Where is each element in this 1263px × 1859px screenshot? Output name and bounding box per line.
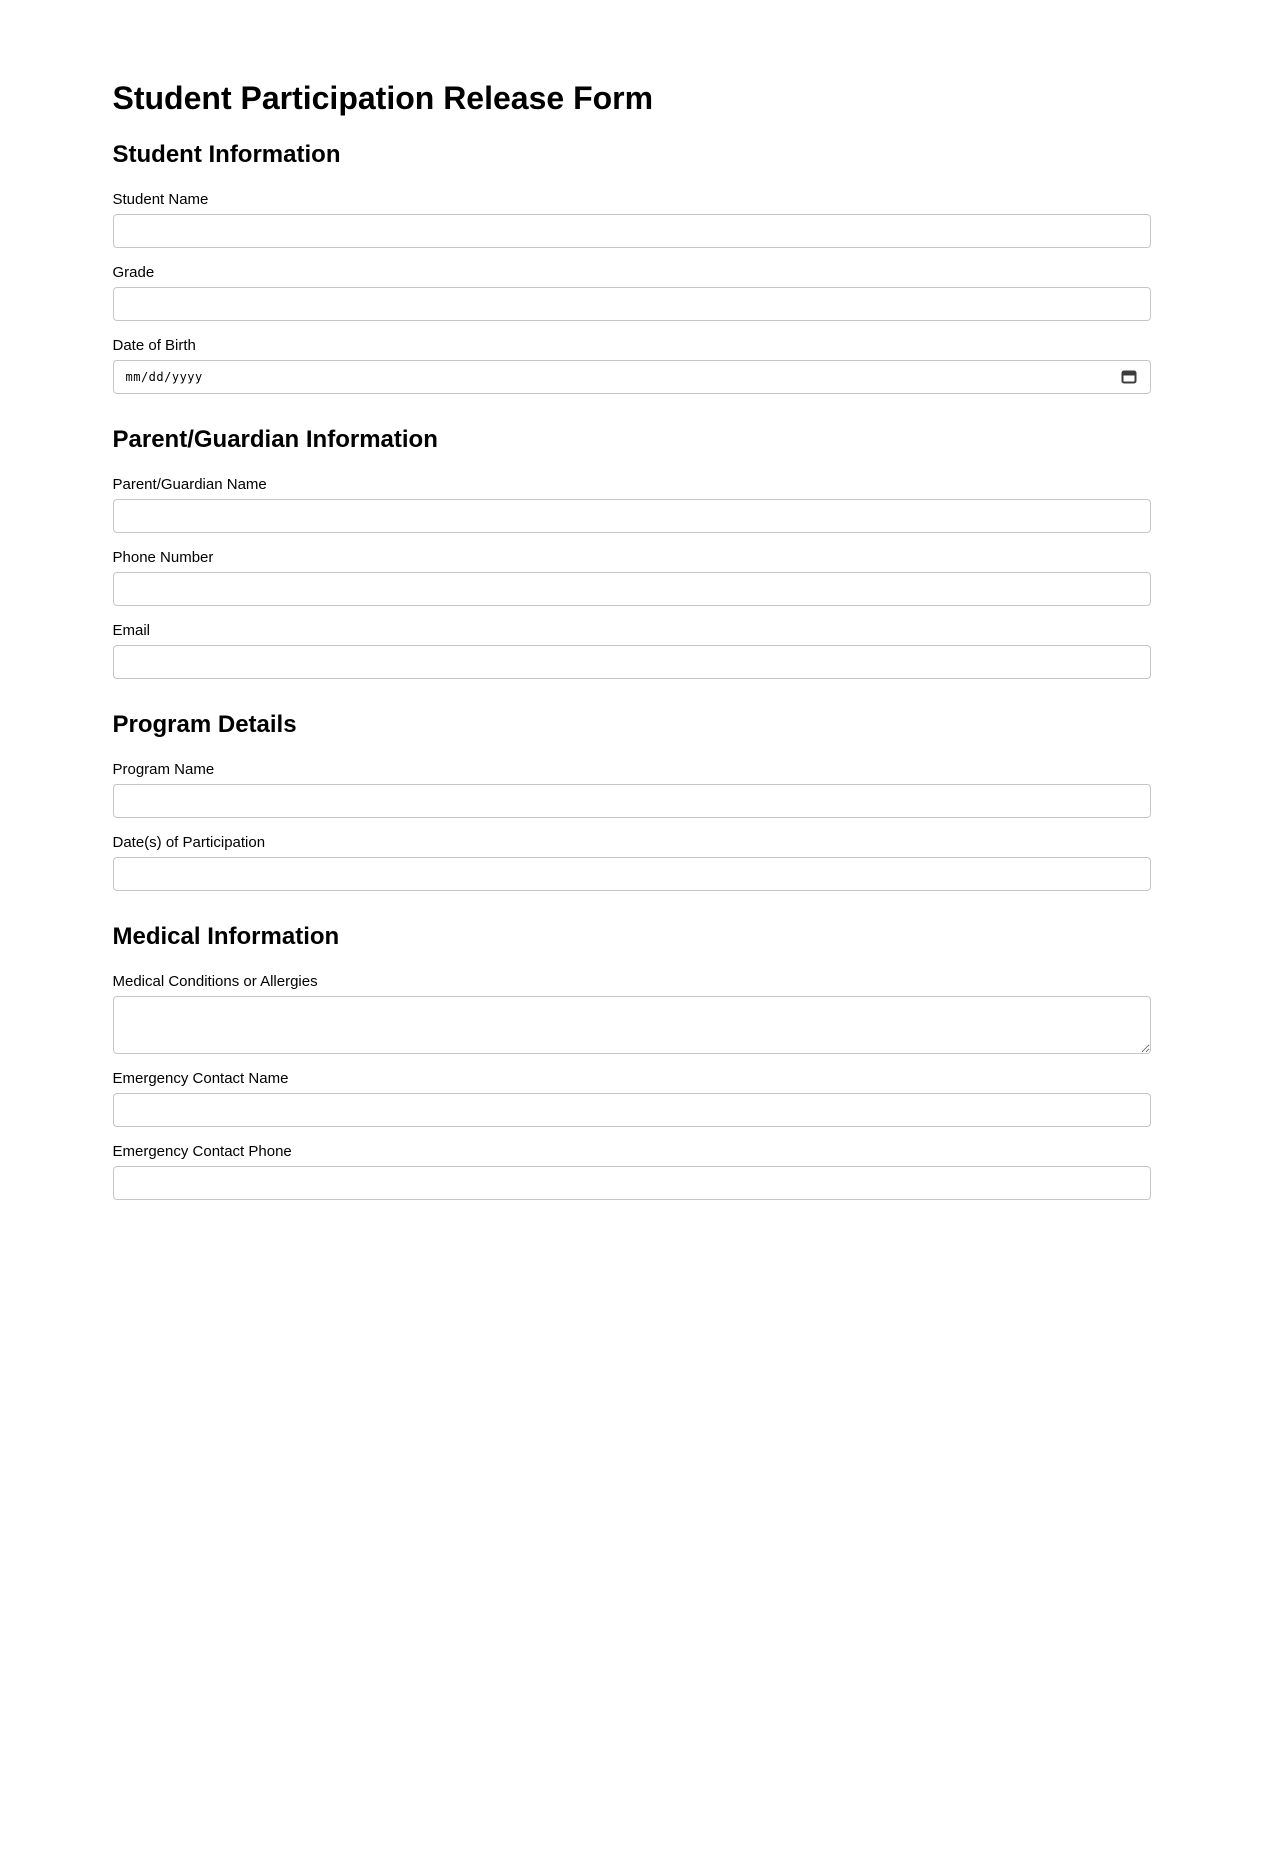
email-input[interactable] (113, 645, 1151, 679)
form-page (113, 0, 1151, 1200)
date-of-birth-label: Date of Birth (112, 336, 196, 354)
emergency-contact-phone-label: Emergency Contact Phone (112, 1143, 292, 1161)
section-heading-parent-guardian-information: Parent/Guardian Information (112, 425, 438, 453)
section-heading-medical-information: Medical Information (112, 923, 340, 951)
phone-number-input[interactable] (113, 572, 1151, 606)
section-program-details (113, 711, 1151, 891)
section-medical-information (113, 923, 1151, 1200)
medical-conditions-textarea[interactable] (113, 996, 1151, 1054)
emergency-contact-phone-input[interactable] (113, 1166, 1151, 1200)
grade-label: Grade (112, 263, 155, 281)
field-emergency-contact-name (113, 1070, 1151, 1127)
field-program-name (113, 761, 1151, 818)
dates-of-participation-input[interactable] (113, 857, 1151, 891)
student-name-label: Student Name (112, 190, 209, 208)
dates-of-participation-label: Date(s) of Participation (112, 834, 266, 852)
field-grade (113, 264, 1151, 321)
section-student-information (113, 141, 1151, 394)
parent-guardian-name-label: Parent/Guardian Name (112, 475, 267, 493)
field-medical-conditions (113, 973, 1151, 1054)
date-of-birth-input[interactable] (113, 360, 1151, 394)
email-label: Email (112, 621, 151, 639)
phone-number-label: Phone Number (112, 548, 214, 566)
field-date-of-birth (113, 337, 1151, 394)
grade-input[interactable] (113, 287, 1151, 321)
section-parent-guardian-information (113, 426, 1151, 679)
field-student-name (113, 191, 1151, 248)
program-name-input[interactable] (113, 784, 1151, 818)
student-name-input[interactable] (113, 214, 1151, 248)
field-email (113, 622, 1151, 679)
calendar-icon[interactable] (1121, 369, 1137, 384)
form-title: Student Participation Release Form (112, 80, 654, 116)
field-dates-of-participation (113, 834, 1151, 891)
parent-guardian-name-input[interactable] (113, 499, 1151, 533)
field-emergency-contact-phone (113, 1143, 1151, 1200)
emergency-contact-name-input[interactable] (113, 1093, 1151, 1127)
field-phone-number (113, 549, 1151, 606)
date-format-placeholder: mm/dd/yyyy (125, 369, 203, 384)
emergency-contact-name-label: Emergency Contact Name (112, 1070, 289, 1088)
field-parent-guardian-name (113, 476, 1151, 533)
section-heading-program-details: Program Details (112, 710, 297, 738)
program-name-label: Program Name (112, 761, 215, 779)
medical-conditions-label: Medical Conditions or Allergies (112, 973, 318, 991)
section-heading-student-information: Student Information (112, 140, 341, 168)
